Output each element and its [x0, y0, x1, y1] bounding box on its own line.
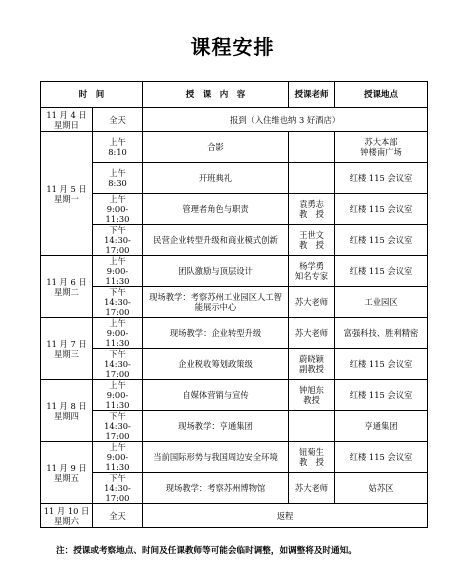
teacher-text: 副教授	[299, 364, 324, 374]
table-row	[41, 349, 428, 380]
content-cell: 民营企业转型升级和商业模式创新	[143, 225, 289, 256]
location-text: 苏大本部	[364, 137, 398, 147]
teacher-text: 教授	[303, 395, 320, 405]
content-cell: 现场教学：考察苏州工业园区人工智能展示中心	[143, 287, 289, 318]
teacher-cell	[289, 318, 335, 349]
weekday-text: 星期日	[54, 119, 79, 130]
header-location: 授课地点	[335, 82, 428, 108]
location-text: 钟楼南广场	[360, 147, 402, 157]
time-slot-cell	[93, 132, 143, 163]
time-slot-cell	[93, 225, 143, 256]
date-cell	[41, 132, 93, 256]
location-text: 富强科技、胜利精密	[343, 328, 419, 338]
time-slot-cell	[93, 442, 143, 473]
schedule-table	[40, 81, 428, 528]
date-text: 11 月 7 日	[46, 338, 87, 349]
table-row	[41, 256, 428, 287]
weekday-text: 星期二	[54, 286, 79, 297]
time-slot-text: 上午	[109, 318, 126, 328]
time-slot-text: 下午	[109, 225, 126, 235]
location-text: 红楼 115 会议室	[349, 173, 413, 183]
location-cell	[335, 132, 428, 163]
time-slot-cell	[93, 163, 143, 194]
time-slot-cell	[93, 349, 143, 380]
time-slot-cell	[93, 108, 143, 132]
table-row	[41, 380, 428, 411]
location-cell	[335, 225, 428, 256]
location-text: 红楼 115 会议室	[349, 266, 413, 276]
teacher-cell	[289, 163, 335, 194]
teacher-text: 苏大老师	[294, 483, 329, 493]
content-cell: 现场教学：企业转型升级	[143, 318, 289, 349]
location-cell	[335, 442, 428, 473]
header-time: 时 间	[41, 82, 143, 108]
content-cell: 当前国际形势与我国周边安全环境	[143, 442, 289, 473]
teacher-text: 苏大老师	[294, 297, 329, 307]
time-slot-text: 14:30-17:00	[104, 421, 131, 441]
date-text: 11 月 10 日	[43, 505, 90, 516]
time-slot-text: 14:30-17:00	[104, 235, 131, 255]
time-slot-text: 上午	[109, 442, 126, 452]
content-cell: 现场教学：亨通集团	[143, 411, 289, 442]
weekday-text: 星期六	[54, 515, 79, 526]
time-slot-text: 9:00-11:30	[105, 390, 130, 410]
location-text: 工业园区	[364, 297, 398, 307]
teacher-text: 蔚晓颖	[299, 354, 324, 364]
date-text: 11 月 9 日	[46, 462, 87, 473]
time-slot-cell	[93, 380, 143, 411]
time-slot-text: 8:10	[108, 147, 127, 157]
location-cell	[335, 287, 428, 318]
content-cell: 企业税收筹划政策级	[143, 349, 289, 380]
table-row	[41, 287, 428, 318]
time-slot-text: 全天	[109, 114, 126, 125]
teacher-text: 王世文	[299, 230, 324, 240]
teacher-text: 教 授	[299, 240, 324, 250]
time-slot-cell	[93, 473, 143, 504]
location-cell	[335, 349, 428, 380]
time-slot-cell	[93, 194, 143, 225]
page-title: 课程安排	[190, 35, 275, 59]
location-text: 红楼 115 会议室	[349, 235, 413, 245]
weekday-text: 星期四	[54, 410, 79, 421]
content-cell: 报到（入住维也纳 3 好酒店）	[143, 108, 428, 132]
date-text: 11 月 4 日	[46, 109, 87, 120]
time-slot-text: 9:00-11:30	[105, 204, 130, 224]
date-cell	[41, 318, 93, 380]
location-cell	[335, 163, 428, 194]
location-text: 红楼 115 会议室	[349, 390, 413, 400]
content-cell: 现场教学：考察苏州博物馆	[143, 473, 289, 504]
content-cell: 开班典礼	[143, 163, 289, 194]
time-slot-text: 9:00-11:30	[105, 266, 130, 286]
teacher-text: 教 授	[299, 209, 324, 219]
teacher-cell	[289, 473, 335, 504]
time-slot-cell	[93, 411, 143, 442]
content-cell: 自媒体营销与宣传	[143, 380, 289, 411]
location-text: 红楼 115 会议室	[349, 452, 413, 462]
table-row	[41, 108, 428, 132]
table-row	[41, 132, 428, 163]
date-cell	[41, 504, 93, 528]
location-text: 亨通集团	[364, 421, 398, 431]
time-slot-text: 8:30	[108, 178, 127, 188]
time-slot-text: 9:00-11:30	[105, 452, 130, 472]
teacher-cell	[289, 380, 335, 411]
teacher-text: 杨学勇	[299, 261, 324, 271]
content-cell: 团队激励与顶层设计	[143, 256, 289, 287]
teacher-text: 知名专家	[294, 271, 329, 281]
teacher-cell	[289, 225, 335, 256]
teacher-text: 钟旭东	[299, 385, 324, 395]
time-slot-text: 9:00-11:30	[105, 328, 130, 348]
teacher-text: 钮菊生	[299, 447, 324, 457]
teacher-cell	[289, 411, 335, 442]
location-text: 红楼 115 会议室	[349, 359, 413, 369]
location-cell	[335, 194, 428, 225]
time-slot-text: 上午	[109, 380, 126, 390]
content-cell: 管理者角色与职责	[143, 194, 289, 225]
table-row	[41, 225, 428, 256]
date-text: 11 月 5 日	[46, 183, 87, 194]
location-text: 姑苏区	[368, 483, 394, 493]
location-cell	[335, 411, 428, 442]
location-cell	[335, 318, 428, 349]
table-row	[41, 318, 428, 349]
teacher-cell	[289, 442, 335, 473]
time-slot-text: 14:30-17:00	[104, 297, 131, 317]
date-cell	[41, 442, 93, 504]
time-slot-cell	[93, 504, 143, 528]
time-slot-text: 全天	[109, 510, 126, 521]
content-cell: 合影	[143, 132, 289, 163]
location-cell	[335, 256, 428, 287]
table-row	[41, 194, 428, 225]
time-slot-text: 14:30-17:00	[104, 359, 131, 379]
date-text: 11 月 6 日	[46, 276, 87, 287]
header-row	[41, 82, 428, 108]
weekday-text: 星期五	[54, 472, 79, 483]
time-slot-text: 上午	[109, 194, 126, 204]
table-row	[41, 504, 428, 528]
date-cell	[41, 256, 93, 318]
weekday-text: 星期三	[54, 348, 79, 359]
table-row	[41, 473, 428, 504]
table-row	[41, 411, 428, 442]
time-slot-text: 下午	[109, 287, 126, 297]
teacher-text: 教 授	[299, 457, 324, 467]
schedule-body	[41, 108, 428, 528]
teacher-cell	[289, 132, 335, 163]
time-slot-text: 14:30-17:00	[104, 483, 131, 503]
location-cell	[335, 473, 428, 504]
teacher-text: 苏大老师	[294, 328, 329, 338]
time-slot-text: 下午	[109, 349, 126, 359]
time-slot-cell	[93, 256, 143, 287]
date-cell	[41, 380, 93, 442]
table-row	[41, 442, 428, 473]
location-text: 红楼 115 会议室	[349, 204, 413, 214]
teacher-text: 袁勇志	[299, 199, 324, 209]
date-cell	[41, 108, 93, 132]
time-slot-text: 下午	[109, 411, 126, 421]
content-cell: 返程	[143, 504, 428, 528]
header-content: 授 课 内 容	[143, 82, 289, 108]
teacher-cell	[289, 287, 335, 318]
teacher-cell	[289, 256, 335, 287]
time-slot-text: 上午	[109, 168, 126, 178]
header-teacher: 授课老师	[289, 82, 335, 108]
time-slot-text: 下午	[109, 473, 126, 483]
location-cell	[335, 380, 428, 411]
teacher-cell	[289, 194, 335, 225]
time-slot-text: 上午	[109, 256, 126, 266]
weekday-text: 星期一	[54, 193, 79, 204]
time-slot-cell	[93, 287, 143, 318]
teacher-cell	[289, 349, 335, 380]
date-text: 11 月 8 日	[46, 400, 87, 411]
table-row	[41, 163, 428, 194]
footnote: 注：授课或考察地点、时间及任课教师等可能会临时调整，如调整将及时通知。	[56, 546, 357, 556]
time-slot-text: 上午	[109, 137, 126, 147]
time-slot-cell	[93, 318, 143, 349]
